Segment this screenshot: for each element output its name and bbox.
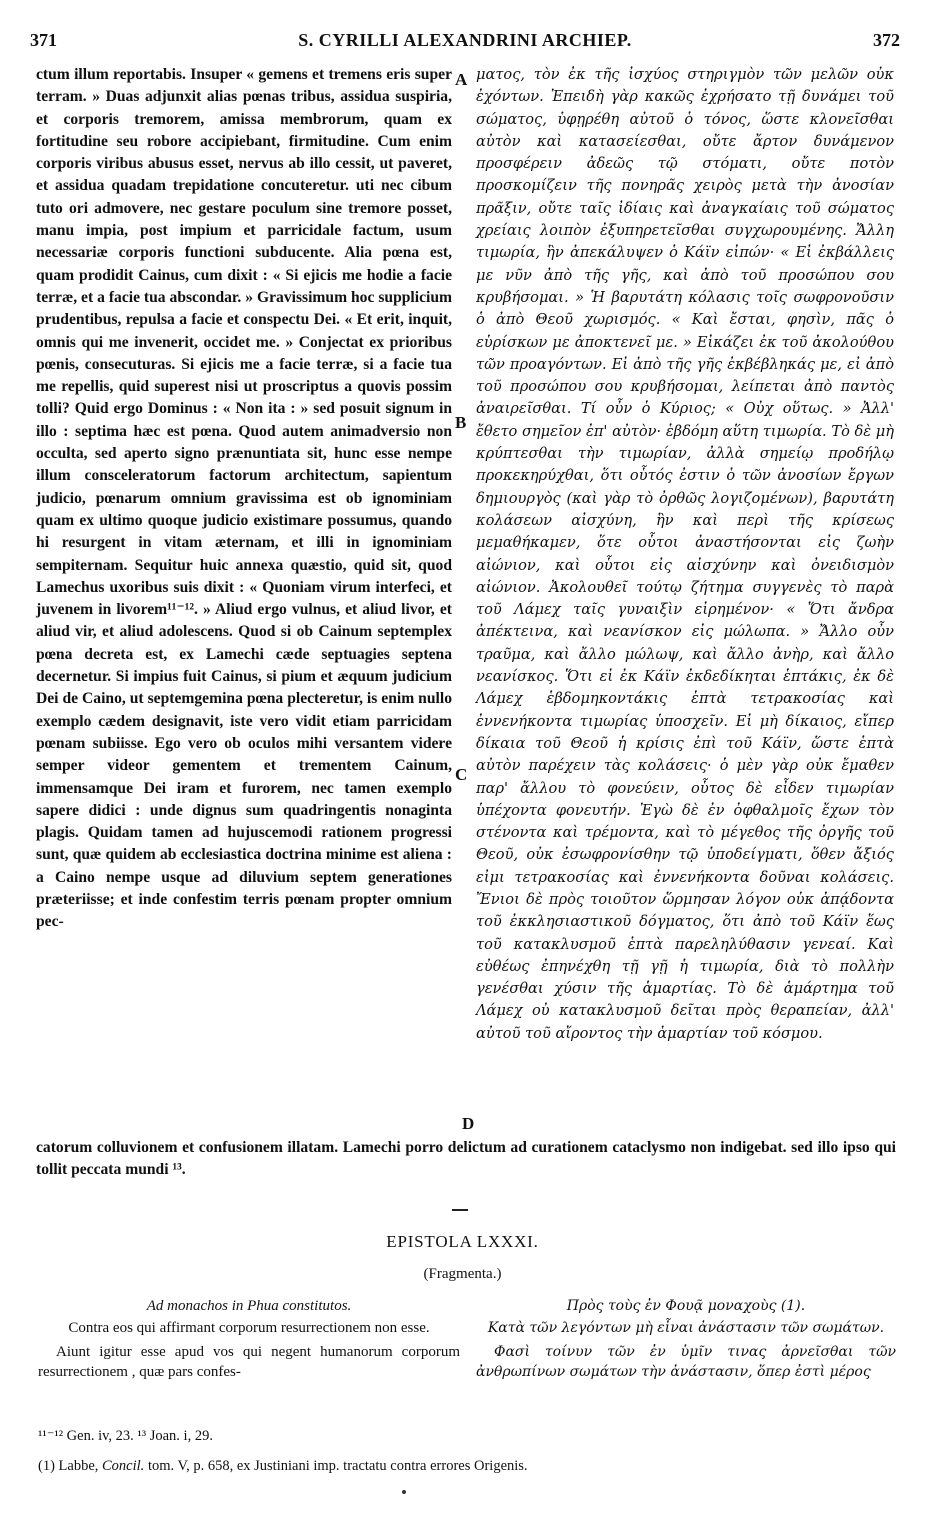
latin-body: Aiunt igitur esse apud vos qui negent humanorum corporum resurrectionem , quæ pars confes- — [38, 1344, 460, 1380]
fragmenta-label: (Fragmenta.) — [423, 1266, 502, 1282]
printer-mark — [402, 1490, 406, 1494]
section-marker-b: B — [455, 413, 467, 432]
section-marker-d: D — [462, 1114, 475, 1133]
footnote-source-post: tom. V, p. 658, ex Justiniani imp. tractatu contra errores Origenis. — [144, 1458, 528, 1474]
running-title: S. CYRILLI ALEXANDRINI ARCHIEP. — [298, 30, 632, 50]
page-header — [30, 30, 900, 56]
footnote-source-work: Concil. — [102, 1458, 145, 1474]
greek-text: ματος, τὸν ἐκ τῆς ἰσχύος στηριγμὸν τῶν μελῶν οὐκ ἐχόντων. Ἐπειδὴ γὰρ κακῶς ἐχρήσατο τῇ δυνάμει τοῦ σώματος, ὑφῃρέθη αὐτοῦ ὁ τόνος, ὥστε κλονεῖσθαι αὐτὸν καὶ κατασείεσθαι, οὔτε ἄρτον δυνάμενον προσφέρειν ἀδεῶς τῷ στόματι, οὔτε ποτὸν προσκομίζειν τῆς πονηρᾶς χειρὸς μετὰ τὴν ἀνοσίαν πρᾶξιν, οὔτε ταῖς ἰδίαις καὶ ἀναγκαίαις τοῦ σώματος χρείαις λοιπὸν ἐξυπηρετεῖσθαι συγχωρουμένης. Ἄλλη τιμωρία, ἣν ἀπεκάλυψεν ὁ Κάϊν εἰπών· « Εἰ ἐκβάλλεις με νῦν ἀπὸ τῆς γῆς, καὶ ἀπὸ τοῦ προσώπου σου κρυβήσομαι. » Ἡ βαρυτάτη κόλασις τοῖς σωφρονοῦσιν ὁ ἀπὸ Θεοῦ χωρισμός. « Καὶ ἔσται, φησὶν, πᾶς ὁ εὑρίσκων με ἀποκτενεῖ με. » Εἰκάζει ἐκ τοῦ ἀκολούθου τῶν προαγόντων. Εἰ ἀπὸ τῆς γῆς ἐκβέβληκάς με, εἰ ἀπὸ τοῦ προσώπου σου κρυβήσομαι, λείπεται ἀπὸ παντὸς ἀναιρεῖσθαι. Τί οὖν ὁ Κύριος; « Οὐχ οὕτως. » Ἀλλ' ἔθετο σημεῖον ἐπ' αὐτὸν· ἑβδόμη αὕτη τιμωρία. Τὸ δὲ μὴ κρύπτεσθαι τὴν τιμωρίαν, ἀλλὰ σημείῳ προδήλῳ προκεκηρύχθαι, ὅτι οὗτός ἐστιν ὁ τῶν ἀνοσίων ἔργων δημιουργὸς (καὶ γὰρ τὸ ὀρθῶς λογιζομένων), βαρυτάτη κολάσεων αἰσχύνη, ἣν καὶ περὶ τῆς κρίσεως μεμαθήκαμεν, ὅτε οὗτοι ἀναστήσονται εἰς ζωὴν αἰώνιον, καὶ οὗτοι εἰς αἰσχύνην καὶ ὀνειδισμὸν αἰώνιον. Ἀκολουθεῖ τούτῳ ζήτημα συγγενὲς τὸ παρὰ τοῦ Λάμεχ ταῖς γυναιξὶν εἰρημένον· « Ὅτι ἄνδρα ἀπέκτεινα, καὶ νεανίσκον εἰς μώλωπα. » Ἄλλο οὖν τραῦμα, καὶ ἄλλο μώλωψ, καὶ ἄλλο ἀνὴρ, καὶ ἄλλο νεανίσκος. Ὅτι εἰ ἐκ Κάϊν ἐκδεδίκηται ἑπτάκις, ἐκ δὲ Λάμεχ ἑβδομηκοντάκις ἑπτὰ τετρακοσίας καὶ ἐννενήκοντα τιμωρίας ὑποσχεῖν. Εἰ μὴ δίκαιος, εἴπερ δίκαια τοῦ Θεοῦ ἡ κρίσις ἐπὶ τοῦ Κάϊν, ὥστε ἑπτὰ αὐτὸν παρέχειν τὰς κολάσεις· ὁ μὲν γὰρ οὐκ ἔμαθεν παρ' ἄλλου τὸ φονεύειν, οὗτος δὲ εἶδεν τιμωρίαν ὑπέχοντα φονευτήν. Ἐγὼ δὲ ἐν ὀφθαλμοῖς ἔχων τὸν στένοντα καὶ τρέμοντα, καὶ τὸ μέγεθος τῆς ὀργῆς τοῦ Θεοῦ, οὐκ ἐσωφρονίσθην τῷ ὑποδείγματι, ὅθεν ἄξιός εἰμι τετρακοσίας καὶ ἐννενήκοντα δοῦναι κολάσεις. Ἔνιοι δὲ πρὸς τοιοῦτον ὥρμησαν λόγον οὐκ ἀπᾴδοντα τοῦ ἐκκλησιαστικοῦ δόγματος, ὅτι ἀπὸ τοῦ Κάϊν ἕως τοῦ κατακλυσμοῦ ἑπτὰ παρεληλύθασιν γενεαί. Καὶ εὐθέως ἐπηνέχθη τῇ γῇ ἡ τιμωρία, διὰ τὸ πολλὴν γενέσθαι χύσιν τῆς ἁμαρτίας. Τὸ δὲ ἁμάρτημα τοῦ Λάμεχ οὐ κατακλυσμοῦ δεῖται πρὸς θεραπείαν, ἀλλ' αὐτοῦ τοῦ αἴροντος τὴν ἁμαρτίαν τοῦ κόσμου. — [476, 66, 894, 1042]
latin-caption: Contra eos qui affirmant corporum resurrectionem non esse. — [68, 1320, 430, 1336]
epistola-latin-column — [38, 1296, 460, 1382]
greek-column — [476, 64, 894, 1045]
page-number-right: 372 — [873, 30, 900, 50]
latin-column — [36, 64, 452, 934]
footnote-source-pre: (1) Labbe, — [38, 1458, 103, 1474]
greek-caption: Κατὰ τῶν λεγόντων μὴ εἶναι ἀνάστασιν τῶν σωμάτων. — [487, 1320, 885, 1336]
section-marker-a: A — [455, 70, 468, 89]
section-marker-c: C — [455, 765, 468, 784]
epistola-greek-column — [476, 1296, 896, 1382]
footnote-scripture: ¹¹⁻¹² Gen. iv, 23. ¹³ Joan. i, 29. — [38, 1428, 213, 1444]
footnote-source — [38, 1458, 898, 1475]
latin-continuation: catorum colluvionem et confusionem illatam. Lamechi porro delictum ad curationem cataclysmo non indigebat. sed illo ipso qui tollit peccata mundi ¹³. — [36, 1139, 896, 1179]
section-divider — [452, 1209, 468, 1211]
latin-text: ctum illum reportabis. Insuper « gemens et tremens eris super terram. » Duas adjunxit alias pœnas tribus, assidua suspiria, et corporis tremorem, amissa membrorum, quam ex fortitudine seu robore accipiebant, firmitudine. Cum enim corporis viribus abusus esset, nervus ab illo cessit, ut paveret, et assidua quadam trepidatione concuteretur. uti nec cibum tuto ori admovere, nec gestare poculum sine tremore posset, manu impia, post impium et parricidale factum, usum necessariæ corporis functioni subducente. Alia pœna est, quam prodidit Cainus, cum dixit : « Si ejicis me hodie a facie terræ, et a facie tua abscondar. » Gravissimum hoc supplicium prudentibus, repulsa a facie et conspectu Dei. « Et erit, inquit, omnis qui me invenerit, occidet me. » Conjectat ex prioribus pœnis, consecuturas. Si ejicis me a facie terræ, si a facie tua me repellis, quid superest nisi ut proscriptus a quovis possim tolli? Quid ergo Dominus : « Non ita : » sed posuit signum in illo : septima hæc est pœna. Quod autem animadversio non occulta, sed aperto signo prænuntiata sit, hunc esse nempe illum consceleratorum factorum architectum, sapientum judicio, pœnarum omnium gravissima est ob ignominiam quam ex ultimo quoque judicio existimare possumus, quando hi resurgent in vitam æternam, et illi in ignominiam sempiternam. Sequitur huic annexa quæstio, quid sit, quod Lamechus uxoribus suis dixit : « Quoniam virum interfeci, et juvenem in livorem¹¹⁻¹². » Aliud ergo vulnus, et aliud livor, et aliud vir, et aliud adolescens. Quod si ob Cainum septemplex pœna decreta est, ex Lamechi cæde septuagies septena decernetur. Si impius fuit Cainus, si pium et æquum judicium Dei de Caino, ut septemgemina pœna plecteretur, is enim nullo exemplo cædem designavit, iste vero vidit etiam parricidam pœnam subiisse. Ego vero ob oculos mihi versantem videre semper videor gementem et trementem Cainum, immensamque Dei iram et furorem, nec tamen exemplo sapere didici : unde dignus sum quadringentis nonaginta plagis. Quidam tamen ad hujuscemodi rationem progressi sunt, quæ quidem ab ecclesiastica doctrina minime est aliena : a Caino nempe usque ad diluvium septem generationes præteriisse; et inde confestim terris pœnam propter omnium pec- — [36, 66, 452, 931]
page-number-left: 371 — [30, 30, 57, 50]
greek-subtitle: Πρὸς τοὺς ἐν Φουᾷ μοναχοὺς (1). — [566, 1298, 806, 1314]
latin-subtitle: Ad monachos in Phua constitutos. — [146, 1298, 352, 1314]
epistola-title: EPISTOLA LXXXI. — [386, 1232, 539, 1251]
greek-body: Φασὶ τοίνυν τῶν ἐν ὑμῖν τινας ἀρνεῖσθαι τῶν ἀνθρωπίνων σωμάτων τὴν ἀνάστασιν, ὅπερ ἐστὶ μέρος — [476, 1344, 896, 1380]
